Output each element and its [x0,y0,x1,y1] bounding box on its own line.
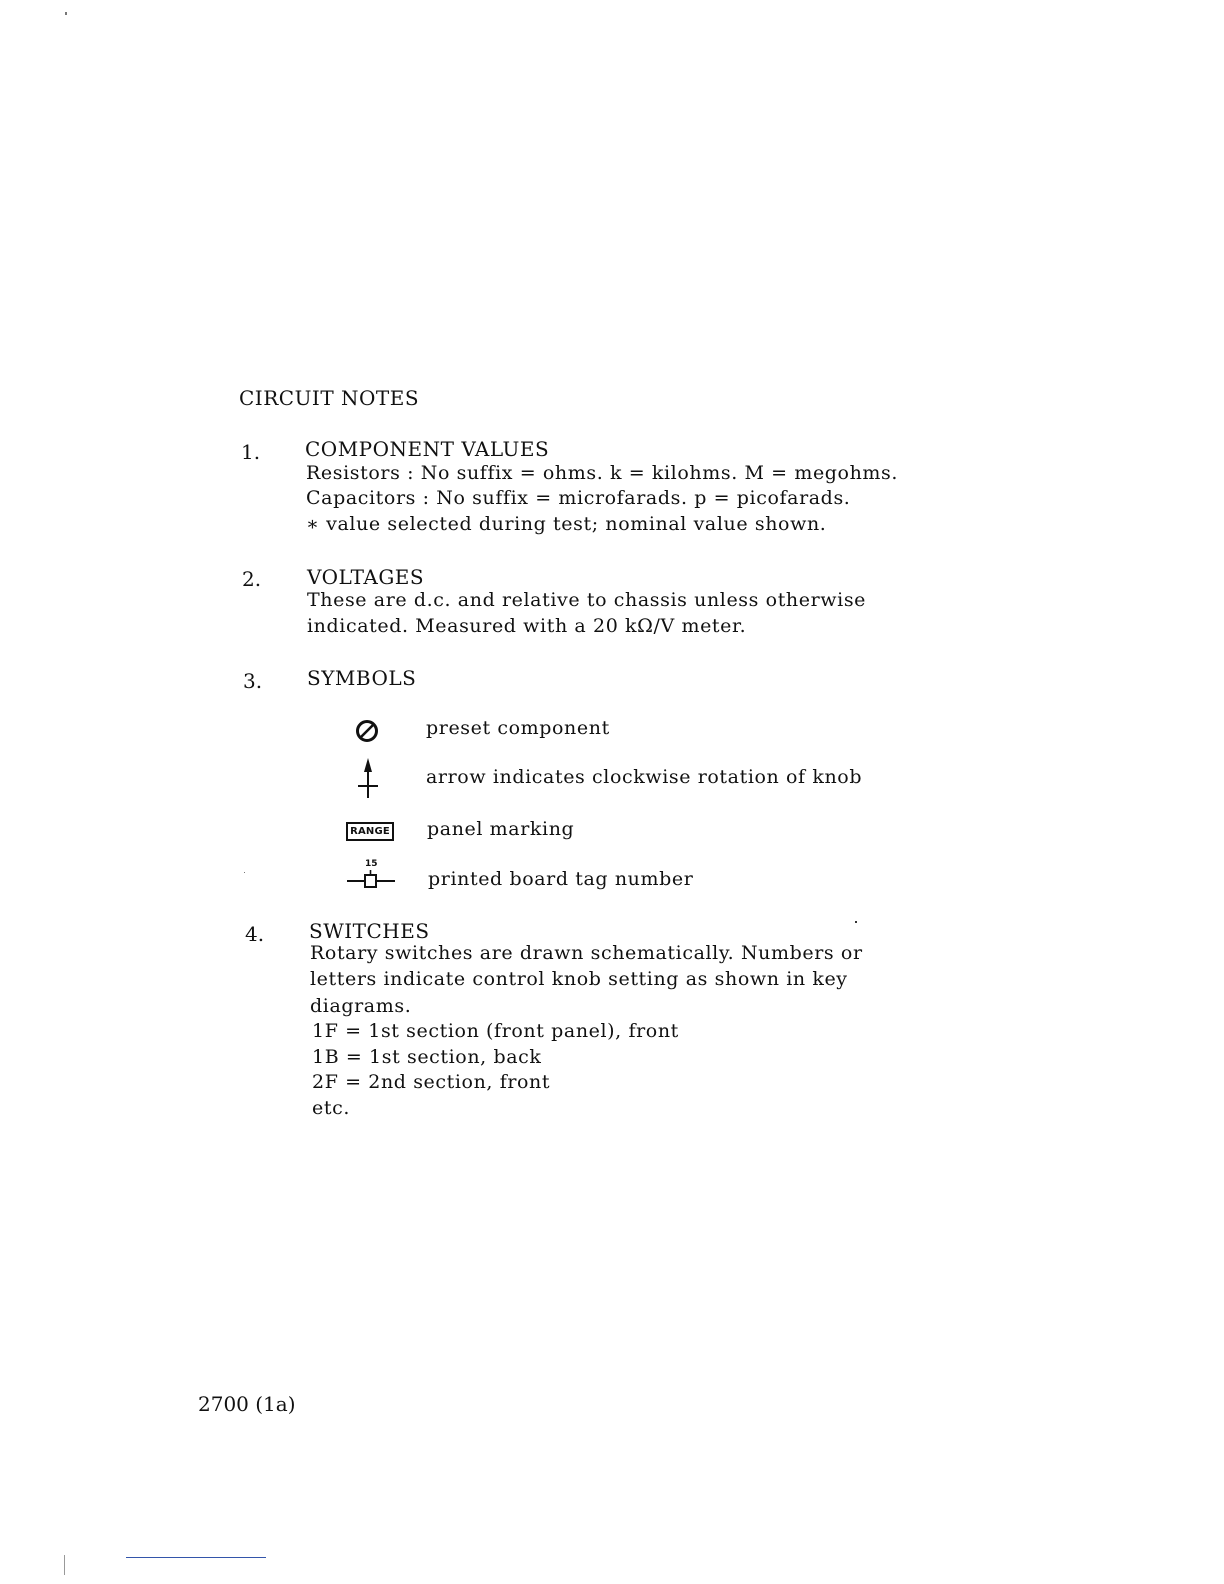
symbol-label: preset component [426,717,610,739]
section-number: 1. [241,440,261,464]
symbol-label: panel marking [427,818,575,840]
section-number: 4. [245,922,265,946]
symbol-label: printed board tag number [428,868,694,890]
page-reference: 2700 (1a) [198,1392,296,1416]
section-text-line: Capacitors : No suffix = microfarads. p = picofarads. [306,487,851,509]
section-text-line: Rotary switches are drawn schematically. Numbers or [310,942,863,964]
panel-marking-text: RANGE [350,825,390,837]
section-text-line: Resistors : No suffix = ohms. k = kilohms. M = megohms. [306,462,899,484]
scan-line [64,1555,65,1575]
section-heading: SYMBOLS [307,666,417,690]
clockwise-arrow-icon [355,756,381,800]
section-text-line: diagrams. [310,995,412,1017]
section-text-line: letters indicate control knob setting as shown in key [310,968,848,990]
section-text-line: 1F = 1st section (front panel), front [312,1020,679,1042]
section-text-line: These are d.c. and relative to chassis unless otherwise [307,589,867,611]
section-text-line: 2F = 2nd section, front [312,1071,551,1093]
section-text-line: indicated. Measured with a 20 kΩ/V meter. [307,615,747,637]
scan-speck [244,872,245,873]
panel-marking-icon [346,822,394,841]
scan-line [126,1557,266,1558]
page-title: CIRCUIT NOTES [239,386,420,410]
section-number: 3. [243,669,263,693]
section-text-line: etc. [312,1097,350,1119]
board-tag-icon [345,860,397,890]
board-tag-number: 15 [365,859,378,869]
symbol-label: arrow indicates clockwise rotation of knob [426,766,863,788]
section-text-line: 1B = 1st section, back [312,1046,542,1068]
scan-speck [855,921,857,923]
section-number: 2. [242,567,262,591]
section-text-line: ∗ value selected during test; nominal value shown. [306,513,827,535]
preset-component-icon [354,718,380,744]
scan-speck [65,12,67,15]
section-heading: SWITCHES [309,919,430,943]
section-heading: COMPONENT VALUES [305,437,550,461]
section-heading: VOLTAGES [307,565,425,589]
